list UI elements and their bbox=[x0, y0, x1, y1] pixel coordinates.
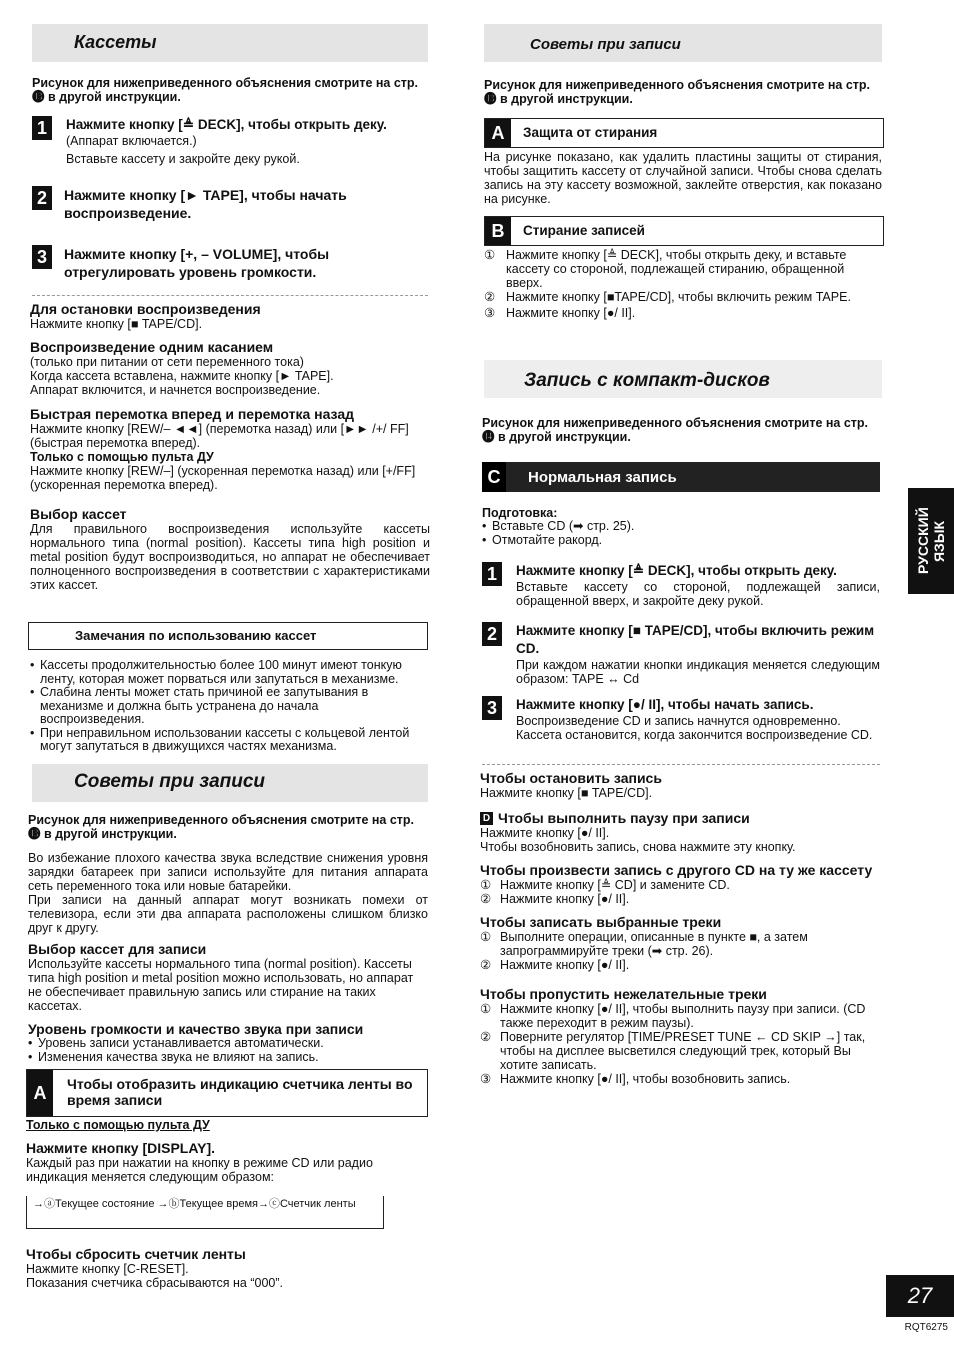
cd-step-3-text: Нажмите кнопку [●/ II], чтобы начать запись. bbox=[516, 697, 814, 712]
display-cycle-text: →ⓐТекущее состояние →ⓑТекущее время→ⓒСчетчик ленты bbox=[33, 1195, 360, 1211]
erase-protection-box bbox=[484, 118, 884, 148]
display-button-heading: Нажмите кнопку [DISPLAY]. bbox=[26, 1140, 216, 1156]
cassettes-step-1-text: Нажмите кнопку [≜ DECK], чтобы открыть деку. bbox=[66, 117, 387, 132]
skip-tracks-heading: Чтобы пропустить нежелательные треки bbox=[480, 986, 767, 1002]
tips-ref-left: Рисунок для нижеприведенного объяснения смотрите на стр. ⓭ в другой инструкции. bbox=[28, 813, 415, 841]
list-item: Поверните регулятор [TIME/PRESET TUNE ← CD SKIP →] так, чтобы на дисплее высветился следующий трек, который Вы хотите записать. bbox=[500, 1030, 866, 1072]
tips-paragraph-1: Во избежание плохого качества звука вследствие снижения уровня зарядки батареек при записи используйте для питания аппарата сеть переменного тока или новые батарейки. bbox=[28, 851, 428, 893]
cd-step-2-text: Нажмите кнопку [■ TAPE/CD], чтобы включить режим CD. bbox=[516, 623, 875, 656]
display-button-text: Каждый раз при нажатии на кнопку в режиме CD или радио индикация меняется следующим образом: bbox=[26, 1156, 373, 1184]
normal-record-title: Нормальная запись bbox=[528, 468, 677, 486]
cd-step-1-text: Нажмите кнопку [≜ DECK], чтобы открыть деку. bbox=[516, 563, 837, 578]
pause-record-text-1: Нажмите кнопку [●/ II]. bbox=[480, 826, 610, 840]
step-number-1: 1 bbox=[32, 116, 52, 140]
tips-ref-right: Рисунок для нижеприведенного объяснения смотрите на стр. ⓭ в другой инструкции. bbox=[484, 78, 871, 106]
list-item: Нажмите кнопку [●/ II], чтобы возобновить запись. bbox=[500, 1072, 791, 1086]
stop-record-text: Нажмите кнопку [■ TAPE/CD]. bbox=[480, 786, 653, 800]
page-number: 27 bbox=[886, 1275, 954, 1317]
step-number-3: 3 bbox=[482, 696, 502, 720]
step-number-3: 3 bbox=[32, 245, 52, 269]
stop-record-heading: Чтобы остановить запись bbox=[480, 770, 662, 786]
cd-record-title: Запись с компакт-дисков bbox=[524, 370, 770, 391]
list-item: • При неправильном использовании кассеты с кольцевой лентой могут запутаться в движущихся частях механизма. bbox=[30, 727, 426, 754]
section-letter-d: D bbox=[480, 812, 493, 825]
one-touch-text-1: (только при питании от сети переменного тока) bbox=[30, 355, 304, 369]
counter-display-box bbox=[26, 1069, 428, 1117]
preparation-heading: Подготовка: bbox=[482, 506, 558, 520]
one-touch-heading: Воспроизведение одним касанием bbox=[30, 339, 274, 355]
one-touch-text-3: Аппарат включится, и начнется воспроизведение. bbox=[30, 383, 321, 397]
other-cd-heading: Чтобы произвести запись с другого CD на ту же кассету bbox=[480, 862, 873, 878]
section-letter-a-right: A bbox=[485, 119, 511, 147]
cassette-select-heading: Выбор кассет bbox=[30, 506, 127, 522]
list-item: Нажмите кнопку [●/ II], чтобы выполнить паузу при записи. (CD также переходит в режим паузы). bbox=[500, 1002, 866, 1030]
selected-tracks-heading: Чтобы записать выбранные треки bbox=[480, 914, 722, 930]
cd-step-1 bbox=[482, 562, 882, 608]
cassettes-step-3-text: Нажмите кнопку [+, – VOLUME], чтобы отрегулировать уровень громкости. bbox=[64, 246, 330, 280]
list-item: Нажмите кнопку [●/ II]. bbox=[500, 892, 630, 906]
list-item: Нажмите кнопку [≜ DECK], чтобы открыть деку, и вставьте кассету со стороной, подлежащей стиранию, обращенной вверх. bbox=[506, 248, 847, 290]
fast-forward-text-2: Нажмите кнопку [REW/–] (ускоренная перемотка назад) или [+/FF] (ускоренная перемотка вперед). bbox=[30, 464, 416, 492]
one-touch-text-2: Когда кассета вставлена, нажмите кнопку [► TAPE]. bbox=[30, 369, 334, 383]
tips-title-right: Советы при записи bbox=[530, 36, 681, 53]
cassettes-step-3 bbox=[32, 245, 432, 281]
cassettes-step-1-note1: (Аппарат включается.) bbox=[66, 134, 197, 148]
preparation-list bbox=[482, 520, 882, 547]
step-number-1: 1 bbox=[482, 562, 502, 586]
fast-forward-heading: Быстрая перемотка вперед и перемотка назад bbox=[30, 406, 354, 422]
record-cassette-heading: Выбор кассет для записи bbox=[28, 941, 207, 957]
step-number-2: 2 bbox=[32, 186, 52, 210]
list-item: • Изменения качества звука не влияют на запись. bbox=[28, 1051, 428, 1065]
reset-counter-text-2: Показания счетчика сбрасываются на “000”. bbox=[26, 1276, 284, 1290]
list-item: Нажмите кнопку [≜ CD] и замените CD. bbox=[500, 878, 730, 892]
remote-only-label-2: Только с помощью пульта ДУ bbox=[26, 1118, 210, 1132]
record-level-list bbox=[28, 1037, 428, 1064]
list-item: Нажмите кнопку [●/ II]. bbox=[500, 958, 630, 972]
cassettes-title: Кассеты bbox=[74, 32, 157, 52]
cd-step-2-detail: При каждом нажатии кнопки индикация меняется следующим образом: TAPE ↔ Cd bbox=[516, 658, 880, 686]
list-item: Нажмите кнопку [■TAPE/CD], чтобы включить режим TAPE. bbox=[506, 290, 851, 304]
divider bbox=[482, 764, 880, 765]
list-item: Нажмите кнопку [●/ II]. bbox=[506, 306, 636, 320]
display-cycle-diagram bbox=[26, 1196, 384, 1229]
divider bbox=[32, 295, 428, 296]
section-letter-b: B bbox=[485, 217, 511, 245]
language-tab-label: РУССКИЙ ЯЗЫК bbox=[915, 507, 947, 575]
cassette-select-text: Для правильного воспроизведения используйте кассеты нормального типа (normal position). Кассеты типа high position и metal position будут воспроизводиться, но аппарат не обеспечивает полноценного воспроизведения в соответствии с характеристиками этих кассет. bbox=[30, 522, 430, 592]
erase-protection-title: Защита от стирания bbox=[523, 125, 658, 140]
cd-record-ref: Рисунок для нижеприведенного объяснения смотрите на стр. ⓮ в другой инструкции. bbox=[482, 416, 869, 444]
tips-title-left: Советы при записи bbox=[74, 771, 266, 792]
fast-forward-text-1: Нажмите кнопку [REW/– ◄◄] (перемотка назад) или [►► /+/ FF] (быстрая перемотка вперед). bbox=[30, 422, 409, 450]
cassettes-step-2-text: Нажмите кнопку [► TAPE], чтобы начать воспроизведение. bbox=[64, 187, 347, 221]
cassette-notes-list bbox=[30, 659, 426, 754]
step-number-2: 2 bbox=[482, 622, 502, 646]
reset-counter-heading: Чтобы сбросить счетчик ленты bbox=[26, 1246, 246, 1262]
pause-record-heading: Чтобы выполнить паузу при записи bbox=[498, 810, 750, 826]
section-letter-c: C bbox=[482, 462, 506, 492]
counter-display-title: Чтобы отобразить индикацию счетчика ленты во время записи bbox=[67, 1076, 413, 1108]
erase-records-list: ① Нажмите кнопку [≜ DECK], чтобы открыть деку, и вставьте кассету со стороной, подлежащей стиранию, обращенной вверх. ② Нажмите кнопку [■TAPE/CD], чтобы включить режим TAPE. ③ Нажмите кнопку [●/ II]. bbox=[484, 248, 882, 320]
pause-record-text-2: Чтобы возобновить запись, снова нажмите эту кнопку. bbox=[480, 840, 796, 854]
list-item: • Кассеты продолжительностью более 100 минут имеют тонкую ленту, которая может порваться или запутаться в механизме. bbox=[30, 659, 426, 686]
cassette-notes-heading: Замечания по использованию кассет bbox=[75, 628, 317, 643]
cd-step-3 bbox=[482, 696, 882, 742]
normal-record-bar bbox=[482, 462, 880, 492]
reset-counter-text-1: Нажмите кнопку [C-RESET]. bbox=[26, 1262, 189, 1276]
cassettes-step-1-note2: Вставьте кассету и закройте деку рукой. bbox=[66, 152, 300, 166]
cd-step-1-detail: Вставьте кассету со стороной, подлежащей записи, обращенной вверх, и закройте деку рукой. bbox=[516, 580, 880, 608]
language-tab bbox=[908, 488, 954, 594]
list-item: • Уровень записи устанавливается автоматически. bbox=[28, 1037, 428, 1051]
document-code: RQT6275 bbox=[904, 1322, 948, 1333]
cassettes-ref: Рисунок для нижеприведенного объяснения смотрите на стр. ⓭ в другой инструкции. bbox=[32, 76, 419, 104]
erase-protection-text: На рисунке показано, как удалить пластины защиты от стирания, чтобы защитить кассету от случайной записи. Чтобы снова сделать запись на эту кассету возможной, заклейте отверстия, как показано на рисунке. bbox=[484, 150, 882, 206]
cassettes-step-2 bbox=[32, 186, 432, 222]
record-level-heading: Уровень громкости и качество звука при записи bbox=[28, 1021, 364, 1037]
cd-step-2 bbox=[482, 622, 882, 686]
stop-playback-heading: Для остановки воспроизведения bbox=[30, 301, 261, 317]
tips-paragraph-2: При записи на данный аппарат могут возникать помехи от телевизора, если эти два аппарата расположены слишком близко друг к другу. bbox=[28, 893, 428, 935]
cassette-notes-box bbox=[28, 622, 428, 650]
list-item: • Слабина ленты может стать причиной ее запутывания в механизме и должна быть устранена до начала воспроизведения. bbox=[30, 686, 426, 727]
cd-step-3-detail: Воспроизведение CD и запись начнутся одновременно. Кассета остановится, когда закончится воспроизведение CD. bbox=[516, 714, 873, 742]
cassettes-step-1 bbox=[32, 116, 432, 166]
erase-records-box bbox=[484, 216, 884, 246]
remote-only-label: Только с помощью пульта ДУ bbox=[30, 450, 214, 464]
list-item: Выполните операции, описанные в пункте ■, а затем запрограммируйте треки (➡ стр. 26). bbox=[500, 930, 808, 958]
record-cassette-text: Используйте кассеты нормального типа (normal position). Кассеты типа high position и metal position можно использовать, но аппарат не обеспечивает правильную запись или стирание на таких кассетах. bbox=[28, 957, 414, 1013]
list-item: • Вставьте CD (➡ стр. 25). bbox=[482, 520, 882, 534]
stop-playback-text: Нажмите кнопку [■ TAPE/CD]. bbox=[30, 317, 203, 331]
erase-records-title: Стирание записей bbox=[523, 223, 645, 238]
section-letter-a: A bbox=[27, 1070, 53, 1116]
list-item: • Отмотайте ракорд. bbox=[482, 534, 882, 548]
